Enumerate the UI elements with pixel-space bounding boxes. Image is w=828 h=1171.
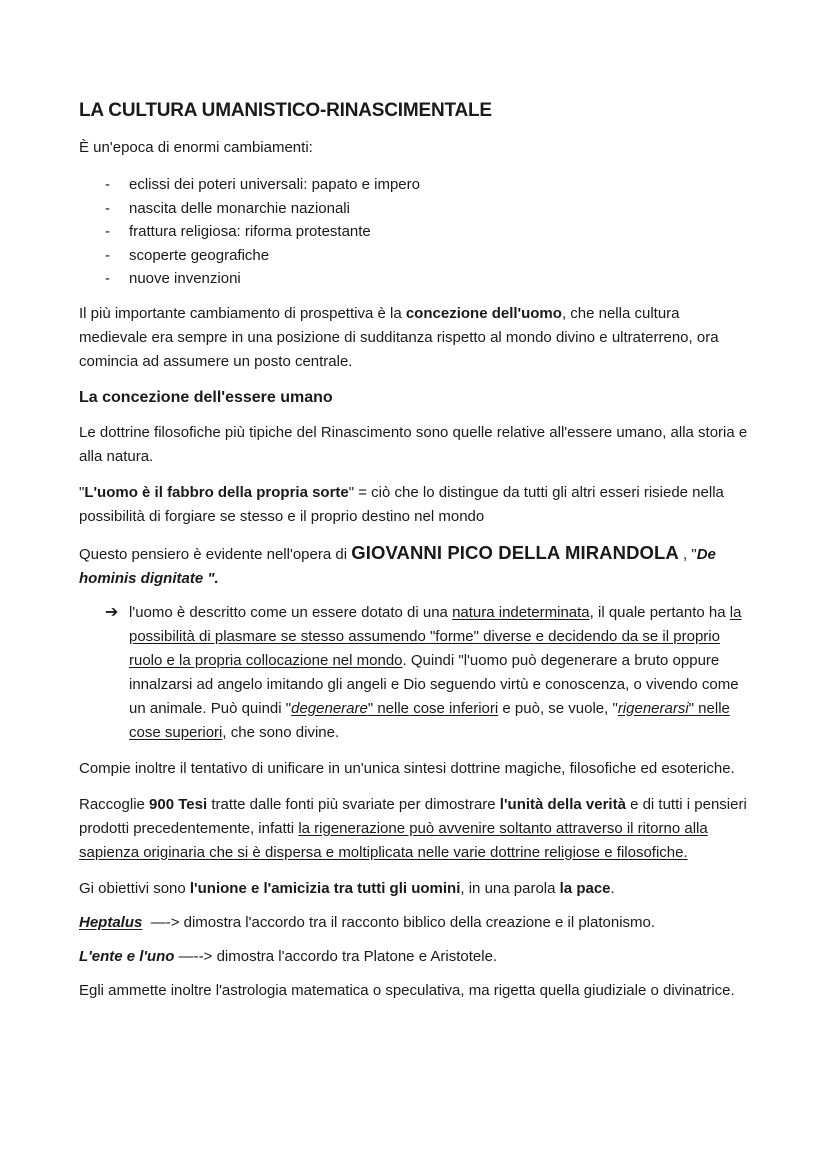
dash-bullet: -: [105, 176, 110, 193]
work-title: De hominis dignitate ".: [79, 545, 716, 587]
author-name: GIOVANNI PICO DELLA MIRANDOLA: [351, 541, 679, 563]
underlined-text: la possibilità di plasmare se stesso assumendo "forme" diverse e decidendo da se il proprio ruolo e la propria collocazione nel mondo: [129, 603, 742, 669]
underlined-text: " nelle cose superiori: [129, 699, 730, 741]
changes-list: [79, 173, 751, 291]
bold-text: 900 Tesi: [149, 795, 208, 813]
underlined-text: la rigenerazione può avvenire soltanto attraverso il ritorno alla sapienza originaria che si è dispersa e moltiplicata nelle varie dottrine religiose e filosofiche.: [79, 819, 708, 861]
dash-bullet: -: [105, 199, 110, 217]
intro-text: È un'epoca di enormi cambiamenti:: [79, 139, 313, 156]
text-run: , ": [678, 545, 697, 563]
text-run: ": [79, 483, 85, 501]
text-run: . Quindi "l'uomo può degenerare a bruto oppure innalzarsi ad angelo imitando gli angeli e Dio seguendo virtù e conoscenza, o vivendo come un animale. Può quindi ": [129, 651, 739, 717]
work-title: L'ente e l'uno: [79, 947, 175, 965]
text-run: Questo pensiero è evidente nell'opera di: [79, 545, 352, 563]
text-run: Raccoglie: [79, 795, 150, 813]
text-run: , il quale pertanto ha: [589, 603, 730, 621]
dash-bullet: -: [105, 246, 110, 264]
list-item-text: nascita delle monarchie nazionali: [129, 199, 350, 217]
list-item: [79, 244, 751, 268]
paragraph-tesi: [79, 793, 751, 865]
arrow-icon: ➔: [105, 603, 119, 621]
text-run: Gi obiettivi sono: [79, 879, 190, 897]
text-run: .: [610, 879, 615, 897]
underlined-text: " nelle cose inferiori: [367, 699, 499, 717]
list-item-text: scoperte geografiche: [129, 246, 270, 264]
list-item-text: frattura religiosa: riforma protestante: [129, 223, 371, 240]
italic-underlined-text: rigenerarsi: [617, 699, 689, 717]
italic-underlined-text: degenerare: [291, 699, 368, 717]
text-run: e può, se vuole, ": [498, 699, 618, 717]
text-run: " = ciò che lo distingue da tutti gli altri esseri risiede nella possibilità di forgiare se stesso e il proprio destino nel mondo: [79, 483, 724, 525]
text-run: , che sono divine.: [222, 723, 340, 741]
paragraph-ente: [79, 945, 751, 969]
paragraph-goals: [79, 877, 751, 901]
text-run: , in una parola: [460, 879, 560, 897]
paragraph-astrology: Egli ammette inoltre l'astrologia matematica o speculativa, ma rigetta quella giudiziale o divinatrice.: [79, 981, 735, 999]
bold-text: concezione dell'uomo: [405, 304, 562, 322]
list-item: [79, 267, 751, 291]
list-item: [79, 197, 751, 221]
paragraph-heptalus: [79, 911, 751, 935]
list-item-text: eclissi dei poteri universali: papato e impero: [129, 176, 420, 193]
text-run: Il più importante cambiamento di prospettiva è la: [79, 304, 406, 322]
work-title: Heptalus: [79, 913, 143, 931]
bold-text: la pace: [559, 879, 611, 897]
text-run: , che nella cultura medievale era sempre in una posizione di sudditanza rispetto al mondo divino e ultraterreno, ora comincia ad assumere un posto centrale.: [79, 304, 719, 370]
arrow-paragraph: [79, 601, 751, 745]
bold-text: l'unione e l'amicizia tra tutti gli uomini: [189, 879, 461, 897]
underlined-text: natura indeterminata: [452, 603, 590, 621]
document-content: [79, 98, 751, 1003]
paragraph-change: [79, 302, 751, 374]
text-run: —--> dimostra l'accordo tra Platone e Aristotele.: [174, 947, 498, 965]
text-run: —-> dimostra l'accordo tra il racconto biblico della creazione e il platonismo.: [142, 913, 656, 931]
list-item: [79, 173, 751, 197]
text-run: l'uomo è descritto come un essere dotato di una: [129, 603, 453, 621]
list-item-text: nuove invenzioni: [129, 270, 241, 287]
section-heading: La concezione dell'essere umano: [79, 388, 333, 406]
page-title: LA CULTURA UMANISTICO-RINASCIMENTALE: [79, 100, 492, 121]
text-run: e di tutti i pensieri prodotti precedentemente, infatti: [79, 795, 747, 837]
paragraph-doctrines: Le dottrine filosofiche più tipiche del Rinascimento sono quelle relative all'essere umano, alla storia e alla natura.: [79, 423, 748, 465]
bold-text: L'uomo è il fabbro della propria sorte: [84, 483, 349, 501]
text-run: tratte dalle fonti più svariate per dimostrare: [207, 795, 500, 813]
paragraph-synthesis: Compie inoltre il tentativo di unificare in un'unica sintesi dottrine magiche, filosofiche ed esoteriche.: [79, 759, 735, 777]
dash-bullet: -: [105, 223, 110, 240]
list-item: [79, 220, 751, 244]
paragraph-quote: [79, 481, 751, 529]
bold-text: l'unità della verità: [499, 795, 626, 813]
paragraph-pico: [79, 541, 751, 591]
dash-bullet: -: [105, 270, 110, 287]
